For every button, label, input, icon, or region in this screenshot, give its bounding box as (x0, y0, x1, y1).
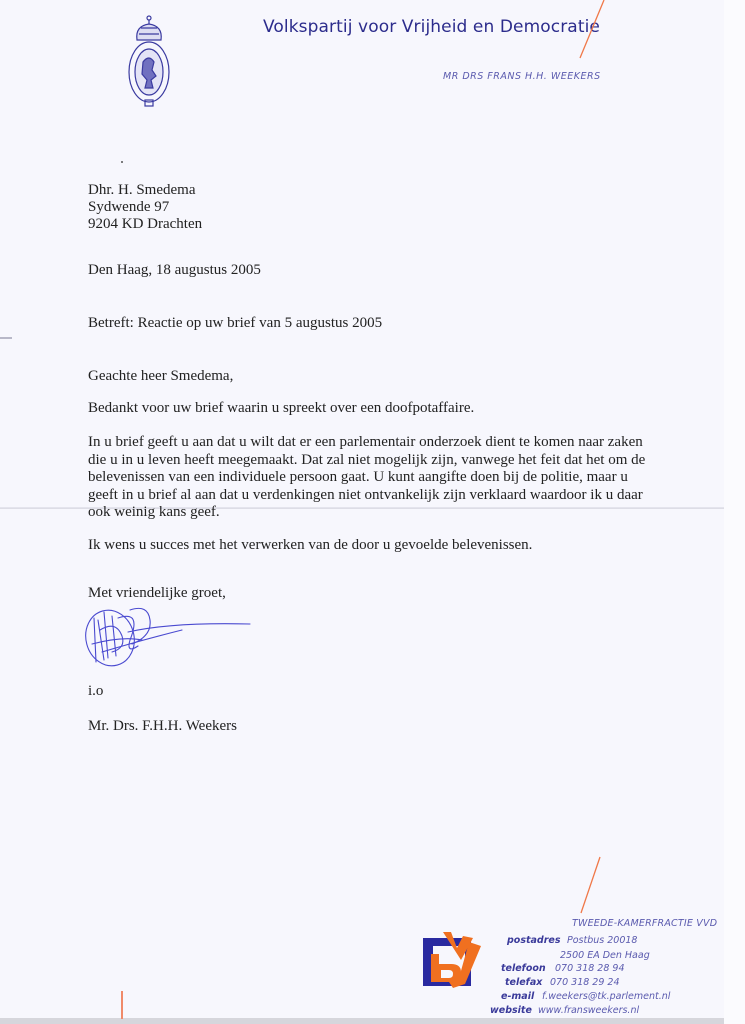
paragraph-line: belevenissen van een individuele persoon gaat. U kunt aangifte doen bij de politie, maar u (88, 469, 628, 485)
footer-value-telefoon: 070 318 28 94 (555, 963, 625, 974)
salutation: Geachte heer Smedema, (88, 368, 234, 384)
accent-slash-icon (576, 0, 606, 60)
page-bottom-edge (0, 1018, 724, 1024)
fold-mark (0, 337, 12, 339)
body-paragraph-3: Ik wens u succes met het verwerken van de door u gevoelde belevenissen. (88, 537, 533, 553)
party-name: Volkspartij voor Vrijheid en Democratie (263, 17, 600, 37)
body-paragraph-2 (88, 434, 645, 522)
footer-email-link[interactable]: f.weekers@tk.parlement.nl (542, 991, 671, 1002)
footer-value-city: 2500 EA Den Haag (560, 950, 650, 961)
recipient-name: Dhr. H. Smedema (88, 182, 196, 198)
accent-tick (121, 991, 123, 1019)
paragraph-line: die u in u leven heeft meegemaakt. Dat zal niet mogelijk zijn, vanwege het feit dat het om de (88, 451, 646, 468)
handwritten-signature-icon (82, 600, 257, 672)
closing: Met vriendelijke groet, (88, 585, 226, 601)
footer-label-email: e-mail (501, 991, 535, 1002)
fraction-name: TWEEDE-KAMERFRACTIE VVD (572, 918, 718, 929)
footer-label-telefax: telefax (505, 977, 543, 988)
scan-speck (121, 161, 123, 163)
place-date: Den Haag, 18 augustus 2005 (88, 262, 261, 278)
mp-name: MR DRS FRANS H.H. WEEKERS (443, 71, 601, 82)
paragraph-line: geeft in u brief al aan dat u verdenkingen niet ontvankelijk zijn verklaard waardoor ik u daar (88, 486, 643, 503)
on-behalf-marker: i.o (88, 683, 104, 699)
signatory-name: Mr. Drs. F.H.H. Weekers (88, 718, 237, 734)
recipient-street: Sydwende 97 (88, 199, 170, 215)
footer-value-postbus: Postbus 20018 (567, 935, 638, 946)
footer-value-telefax: 070 318 29 24 (550, 977, 620, 988)
footer-label-website: website (490, 1005, 532, 1016)
accent-slash-icon (578, 855, 603, 915)
paragraph-line: ook weinig kans geef. (88, 504, 220, 520)
tweede-kamer-crest-icon (127, 14, 171, 108)
recipient-city: 9204 KD Drachten (88, 216, 203, 232)
page-edge (724, 0, 745, 1024)
vvd-logo-icon (421, 932, 483, 988)
footer-website-link[interactable]: www.fransweekers.nl (538, 1005, 640, 1016)
footer-label-postadres: postadres (507, 935, 561, 946)
paragraph-line: In u brief geeft u aan dat u wilt dat er een parlementair onderzoek dient te komen naar zaken (88, 434, 643, 450)
footer-label-telefoon: telefoon (501, 963, 546, 974)
body-paragraph-1: Bedankt voor uw brief waarin u spreekt over een doofpotaffaire. (88, 400, 475, 416)
subject-line: Betreft: Reactie op uw brief van 5 augustus 2005 (88, 315, 383, 331)
